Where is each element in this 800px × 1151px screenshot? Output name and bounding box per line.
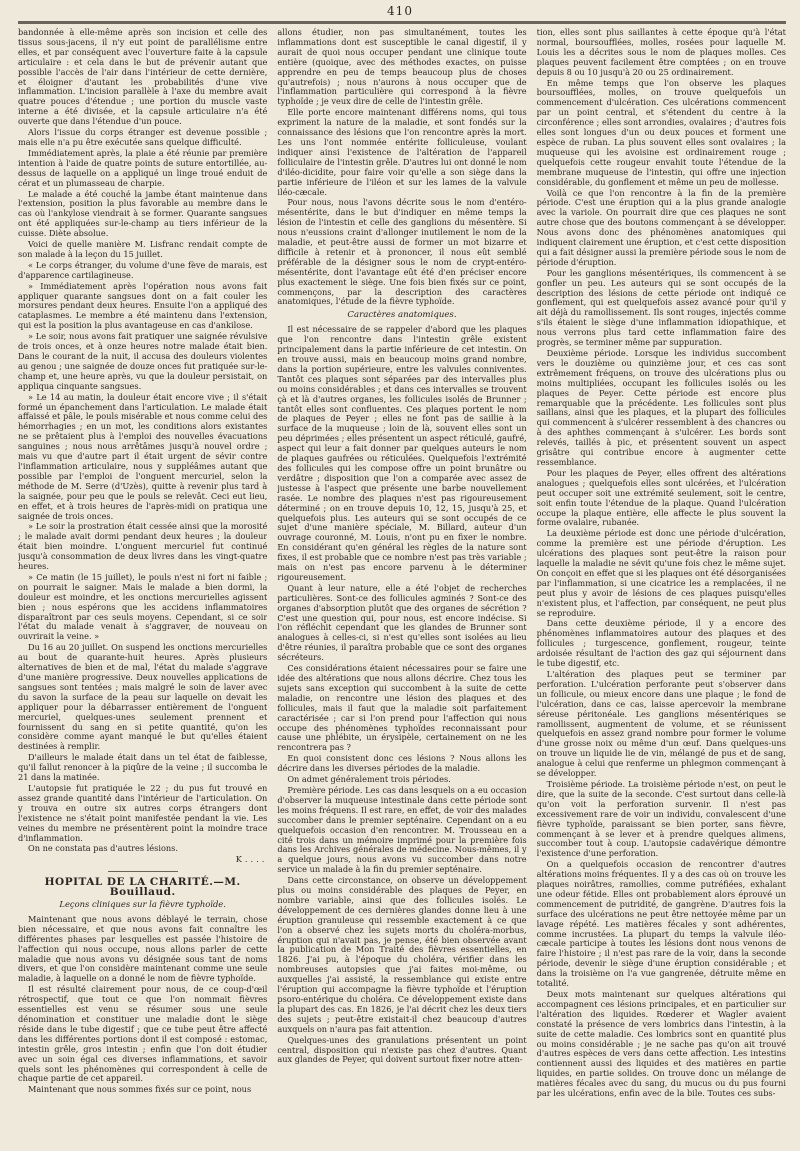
paragraph: tion, elles sont plus saillantes à cette époque qu'à l'état normal, boursoufflées, molles, rosées pour laquelle M. Louis les a décrites sous le nom de plaques molles. Ces plaques peuvent facilement être comptées ; on en trouve depuis 8 ou 10 jusqu'à 20 ou 25 ordinairement. (536, 28, 786, 77)
paragraph: Voici de quelle manière M. Lisfranc rendait compte de son malade à la leçon du 15 juillet. (18, 239, 268, 259)
text-columns (18, 28, 786, 1147)
paragraph: Deux mots maintenant sur quelques altérations qui accompagnent ces lésions principales, et en particulier sur l'altération des liquides. Rœderer et Wagler avaient constaté la présence de vers lombrics dans l'intestin, à la suite de cette maladie. Ces lombrics sont en quantité plus ou moins considérable ; je ne sache pas qu'on ait trouvé d'autres espèces de vers dans cette affection. Les intestins contiennent aussi des liquides et des matières en partie liquides, en partie solides. On trouve donc un mélange de matières fécales avec du sang, du mucus ou du pus fourni par les ulcérations, enfin avec de la bile. Toutes ces subs- (536, 989, 786, 1099)
paragraph: » Ce matin (le 15 juillet), le pouls n'est ni fort ni faible ; on pourrait le saigner. Mais le malade a bien dormi, la douleur est moindre, et les onctions mercurielles agissent bien ; nous espérons que les accidens inflammatoires disparaîtront par ces seuls moyens. Cependant, si ce soir l'état du malade venait à s'aggraver, de nouveau on ouvrirait la veine. » (18, 571, 268, 642)
paragraph: bandonnée à elle-même après son incision et celle des tissus sous-jacens, il n'y eut point de parallélisme entre elles, et par conséquent avec l'ouverture faite à la capsule articulaire : et cela dans le but de prévenir autant que possible l'accès de l'air dans l'intérieur de cette dernière, et éloigner d'autant les probabilités d'une vive inflammation. L'incision parallèle à l'axe du membre avait quatre pouces d'étendue ; une portion du muscle vaste interne a été divisée, et la capsule articulaire n'a été ouverte que dans l'étendue d'un pouce. (18, 28, 268, 127)
paragraph: » Le soir la prostration était cessée ainsi que la morosité ; le malade avait dormi pendant deux heures ; la douleur était bien moindre. L'onguent mercuriel fut continué jusqu'à consommation de deux livres dans les vingt-quatre heures. (18, 521, 268, 572)
paragraph: L'altération des plaques peut se terminer par perforation. L'ulcération perforante peut s'observer dans un follicule, ou mieux encore dans une plaque ; le fond de l'ulcération, dans ce cas, laisse apercevoir la membrane séreuse péritonéale. Les ganglions mésentériques se ramollissent, augmentent de volume, et se réunissent quelquefois en assez grand nombre pour former le volume d'une grosse noix ou même d'un œuf. Dans quelques-uns on trouve un liquide lie de vin, mélangé de pus et de sang, analogue à celui que renferme un phlegmon commençant à se développer. (536, 669, 786, 779)
paragraph: Alors l'issue du corps étranger est devenue possible ; mais elle n'a pu être exécutée sans quelque difficulté. (18, 127, 268, 147)
paragraph: On a quelquefois occasion de rencontrer d'autres altérations moins fréquentes. Il y a des cas où on trouve les plaques noirâtres, ramollies, comme putréfiées, exhalant une odeur fétide. Elles ont probablement alors éprouvé un commencement de putridité, de gangrène. D'autres fois la surface des ulcérations ne peut être nettoyée même par un lavage répété. Les matières fécales y sont adhérentes, comme incrustées. La plupart du temps la valvule iléo-cæcale participe à toutes les lésions dont nous venons de faire l'histoire ; il n'est pas rare de la voir, dans la seconde période, devenir le siège d'une éruption considérable ; et dans la troisième on l'a vue gangrenée, détruite même en totalité. (536, 859, 786, 989)
article-subtitle: Leçons cliniques sur la fièvre typhoïde. (59, 899, 226, 910)
article-title: HOPITAL DE LA CHARITÉ.—M. Bouillaud. (44, 876, 241, 899)
paragraph: Dans cette circonstance, on observe un développement plus ou moins considérable des plaques de Peyer, en nombre variable, ainsi que des follicules isolés. Le développement de ces dernières glandes donne lieu à une éruption granuleuse qui ressemble exactement à ce que l'on a observé chez les sujets morts du choléra-morbus, éruption qui n'avait pas, je pense, été bien observée avant la publication de Mon Traité des fièvres essentielles, en 1826. J'ai pu, à l'époque du choléra, vérifier dans les nombreuses autopsies que j'ai faites moi-même, ou auxquelles j'ai assisté, la ressemblance qui existe entre l'éruption qui accompagne la fièvre typhoïde et l'éruption psoro-entérique du choléra. Ce développement existe dans la plupart des cas. En 1826, je l'ai décrit chez les deux tiers des sujets ; peut-être existait-il chez beaucoup d'autres auxquels on n'aura pas fait attention. (277, 875, 527, 1034)
section-heading: Caractères anatomiques. (347, 310, 457, 321)
section-divider (108, 871, 178, 872)
paragraph: La deuxième période est donc une période d'ulcération, comme la première est une période d'éruption. Les ulcérations des plaques sont peut-être la raison pour laquelle la maladie ne sévit qu'une fois chez le même sujet. On conçoit en effet que si les plaques ont été désorganisées par l'inflammation, si une cicatrice les a remplacées, il ne peut plus y avoir de lésions de ces plaques puisqu'elles n'existent plus, et l'affection, par conséquent, ne peut plus se reproduire. (536, 528, 786, 618)
paragraph: Maintenant que nous sommes fixés sur ce point, nous (28, 1084, 252, 1095)
paragraph: allons étudier, non pas simultanément, toutes les inflammations dont est susceptible le canal digestif, il y aurait de quoi nous occuper pendant une clinique toute entière (quoique, avec des méthodes exactes, on puisse apprendre en peu de temps beaucoup plus de choses qu'autrefois) ; nous n'aurons à nous occuper que de l'inflammation particulière qui correspond à la fièvre typhoïde ; je veux dire de celle de l'intestin grêle. (277, 28, 527, 107)
paragraph: Première période. Les cas dans lesquels on a eu occasion d'observer la muqueuse intestinale dans cette période sont les moins fréquens. Il est rare, en effet, de voir des malades succomber dans le premier septénaire. Cependant on a eu quelquefois occasion d'en rencontrer. M. Trousseau en a cité trois dans un mémoire imprimé pour la première fois dans les Archives générales de médecine. Nous-mêmes, il y a quelque jours, nous avons vu succomber dans notre service un malade à la fin du premier septénaire. (277, 784, 527, 875)
paragraph: Le malade a été couché la jambe étant maintenue dans l'extension, position la plus favorable au membre dans le cas où l'ankylose viendrait à se former. Quarante sangsues ont été appliquées sur-le-champ au tiers inférieur de la cuisse. Diète absolue. (18, 188, 268, 239)
paragraph: Voilà ce que l'on rencontre à la fin de la première période. C'est une éruption qui a la plus grande analogie avec la variole. On pourrait dire que ces plaques ne sont autre chose que des boutons commençant à se développer. Nous avons donc des phénomènes anatomiques qui indiquent clairement une éruption, et c'est cette disposition qui a fait désigner aussi la première période sous le nom de période d'éruption. (536, 187, 786, 267)
paragraph: Quelques-unes des granulations présentent un point central, disposition qui n'existe pas chez d'autres. Quant aux glandes de Peyer, qui doivent surtout fixer notre atten- (277, 1034, 527, 1065)
column-1-case-report (18, 28, 267, 854)
paragraph: On ne constata pas d'autres lésions. (28, 843, 178, 854)
column-3 (537, 28, 786, 1147)
paragraph: Elle porte encore maintenant différens noms, qui tous expriment la nature de la maladie, et sont fondés sur la connaissance des lésions que l'on rencontre après la mort. Les uns l'ont nommée entérite folliculeuse, voulant indiquer ainsi l'existence de l'altération de l'appareil folliculaire de l'intestin grêle. D'autres lui ont donné le nom d'iléo-dicidite, pour faire voir qu'elle a son siège dans la partie inférieure de l'iléon et sur les lames de la valvule iléo-cæcale. (277, 107, 527, 197)
paragraph: Immédiatement après, la plaie a été réunie par première intention à l'aide de quatre points de suture entortillée, au-dessus de laquelle on a appliqué un linge troué enduit de cérat et un plumasseau de charpie. (18, 147, 268, 188)
paragraph: Dans cette deuxième période, il y a encore des phénomènes inflammatoires autour des plaques et des follicules ; turgescence, gonflement, rougeur, teinte ardoisée résultant de l'action des gaz qui séjournent dans le tube digestif, etc. (536, 618, 786, 669)
paragraph: Du 16 au 20 juillet. On suspend les onctions mercurielles au bout de quarante-huit heures. Après plusieurs alternatives de bien et de mal, l'état du malade s'aggrave d'une manière progressive. Deux nouvelles applications de sangsues sont tentées ; mais malgré le soin de laver avec du savon la surface de la peau sur laquelle on devait les appliquer pour la débarrasser entièrement de l'onguent mercuriel, quelques-unes seulement prennent et fournissent du sang en si petite quantité, qu'on les considère comme ayant manqué le but qu'elles étaient destinées à remplir. (18, 642, 268, 752)
paragraph: » Le soir, nous avons fait pratiquer une saignée révulsive de trois onces, et à onze heures notre malade était bien. Dans le courant de la nuit, il accusa des douleurs violentes au genou ; une saignée de douze onces fut pratiquée sur-le-champ et, une heure après, vu que la douleur persistait, on appliqua cinquante sangsues. (18, 331, 268, 391)
paragraph: Quant à leur nature, elle a été l'objet de recherches particulières. Sont-ce des follicules agminés ? Sont-ce des organes d'absorption plutôt que des organes de sécrétion ? C'est une question qui, pour nous, est encore indécise. Si l'on réfléchit cependant que les glandes de Brunner sont analogues à celles-ci, si n'est qu'elles sont isolées au lieu d'être réunies, il paraîtra probable que ce sont des organes sécréteurs. (277, 582, 527, 663)
paragraph: En même temps que l'on observe les plaques boursoufflées, molles, on trouve quelquefois un commencement d'ulcération. Ces ulcérations commencent par un point central, et s'étendent du centre à la circonférence ; elles sont arrondies, ovalaires ; d'autres fois elles sont longues d'un ou deux pouces et forment une espèce de ruban. La plus souvent elles sont ovalaires ; la muqueuse qui les avoisine est ordinairement rouge ; quelquefois cette rougeur envahit toute l'étendue de la membrane muqueuse de l'intestin, qui offre une injection considérable, du gonflement et même un peu de mollesse. (536, 77, 786, 187)
paragraph: « Le corps étranger, du volume d'une fève de marais, est d'apparence cartilagineuse. (18, 259, 268, 280)
paragraph: On admet généralement trois périodes. (287, 774, 451, 785)
paragraph: Il est nécessaire de se rappeler d'abord que les plaques que l'on rencontre dans l'intestin grêle existent principalement dans la partie inférieure de cet intestin. On en trouve aussi, mais en beaucoup moins grand nombre, dans la portion supérieure, entre les valvules conniventes. Tantôt ces plaques sont séparées par des intervalles plus ou moins considérables ; et dans ces intervalles se trouvent çà et là d'autres organes, les follicules isolés de Brunner ; tantôt elles sont confluentes. Ces plaques portent le nom de plaques de Peyer ; elles ne font pas de saillie à la surface de la muqueuse ; loin de là, souvent elles sont un peu déprimées ; elles présentent un aspect réticulé, gaufré, aspect qui leur a fait donner par quelques auteurs le nom de plaques gaufrées ou réticulées. Quelquefois l'extrémité des follicules qui les compose offre un point brunâtre ou verdâtre ; disposition que l'on a comparée avec assez de justesse à l'aspect que présente une barbe nouvellement rasée. Le nombre des plaques n'est pas rigoureusement déterminé ; on en trouve depuis 10, 12, 15, jusqu'à 25, et quelquefois plus. Les auteurs qui se sont occupés de ce sujet d'une manière spéciale, M. Billard, auteur d'un ouvrage couronné, M. Louis, n'ont pu en fixer le nombre. En considérant qu'en général les règles de la nature sont fixes, il est probable que ce nombre n'est pas très variable ; mais on n'est pas encore parvenu à le déterminer rigoureusement. (277, 324, 527, 582)
column-2 (277, 28, 526, 1147)
paragraph: D'ailleurs le malade était dans un tel état de faiblesse, qu'il fallut renoncer à la piqûre de la veine ; il succomba le 21 dans la matinée. (18, 752, 268, 783)
author-signature: K.... (235, 854, 268, 865)
paragraph: Pour les ganglions mésentériques, ils commencent à se gonfler un peu. Les auteurs qui se sont occupés de la description des lésions de cette période ont indiqué ce gonflement, qui est quelquefois assez avancé pour qu'il y ait déjà du ramollissement. Ils sont rouges, injectés comme s'ils étaient le siège d'une inflammation idiopathique, et nous verrons plus tard cette inflammation faire des progrès, se terminer même par suppuration. (536, 267, 786, 348)
paragraph: » Le 14 au matin, la douleur était encore vive ; il s'était formé un épanchement dans l'articulation. Le malade était affaissé et pâle, le pouls misérable et nous comme celui des hémorrhagies ; en un mot, les conditions alors existantes ne se prêtaient plus à l'emploi des nouvelles évacuations sanguines ; nous nous arrêtâmes jusqu'à nouvel ordre ; mais vu que d'autre part il était urgent de sévir contre l'inflammation articulaire, nous y suppléâmes autant que possible par l'emploi de l'onguent mercuriel, selon la méthode de M. Serre (d'Uzès), quitte à revenir plus tard à la saignée, pour peu que le pouls se relevât. Ceci eut lieu, en effet, et à trois heures de l'après-midi on pratiqua une saignée de trois onces. (18, 391, 268, 521)
paragraph: En quoi consistent donc ces lésions ? Nous allons les décrire dans les diverses périodes de la maladie. (277, 753, 527, 774)
column-1 (18, 28, 267, 1147)
paragraph: » Immédiatement après l'opération nous avons fait appliquer quarante sangsues dont on a fait couler les morsures pendant deux heures. Ensuite l'on a appliqué des cataplasmes. Le membre a été maintenu dans l'extension, qui est la position la plus avantageuse en cas d'ankilose. (18, 280, 268, 331)
paragraph: L'autopsie fut pratiquée le 22 ; du pus fut trouvé en assez grande quantité dans l'intérieur de l'articulation. On y trouva en outre six autres corps étrangers dont l'existence ne s'était point manifestée pendant la vie. Les veines du membre ne présentèrent point la moindre trace d'inflammation. (18, 782, 268, 843)
paragraph: Pour nous, nous l'avons décrite sous le nom d'entéro-mésentérite, dans le but d'indiquer en même temps la lésion de l'intestin et celle des ganglions du mésentère. Si nous n'eussions craint d'allonger inutilement le nom de la maladie, et peut-être aussi de former un mot bizarre et difficile à retenir et à prononcer, il nous eût semblé préférable de la désigner sous le nom de crypt-entéro-mésentérite, dont l'avantage eût été d'en préciser encore plus exactement le siège. Une fois bien fixés sur ce point, commençons, par la description des caractères anatomiques, l'étude de la fièvre typhoïde. (277, 197, 527, 307)
paragraph: Deuxième période. Lorsque les individus succombent vers le douzième ou quinzième jour, et ces cas sont extrêmement fréquens, on trouve des ulcérations plus ou moins multipliées, occupant les follicules isolés ou les plaques de Peyer. Cette période est encore plus remarquable que la précédente. Les follicules sont plus saillans, ainsi que les plaques, et la plupart des follicules qui commencent à s'ulcérer ressemblent à des chancres ou à des aphthes commençant à s'ulcérer. Les bords sont relevés, taillés à pic, et présentent souvent un aspect grisâtre qui contribue encore à augmenter cette ressemblance. (536, 348, 786, 467)
page-number: 410 (387, 4, 413, 18)
paragraph: Maintenant que nous avons déblayé le terrain, chose bien nécessaire, et que nous avons fait connaître les différentes phases par lesquelles est passée l'histoire de l'affection qui nous occupe, nous allons parler de cette maladie que nous avons vu désignée sous tant de noms divers, et que l'on considère maintenant comme une seule maladie, à laquelle on a donné le nom de fièvre typhoïde. (18, 913, 268, 984)
paragraph: Il est résulté clairement pour nous, de ce coup-d'œil rétrospectif, que tout ce que l'on nommait fièvres essentielles est venu se résumer sous une seule dénomination et constituer une maladie dont le siège réside dans le tube digestif ; que ce tube peut être affecté dans les différentes portions dont il est composé : estomac, intestin grêle, gros intestin ; enfin que l'on doit étudier avec un soin égal ces diverses inflammations, et savoir quels sont les phénomènes qui correspondent à celle de chaque partie de cet appareil. (18, 984, 268, 1084)
paragraph: Troisième période. La troisième période n'est, on peut le dire, que la suite de la seconde. C'est surtout dans celle-là qu'on voit la perforation survenir. Il n'est pas excessivement rare de voir un individu, convalescent d'une fièvre typhoïde, paraissant se bien porter, sans fièvre, commençant à se lever et à prendre quelques alimens, succomber tout à coup. L'autopsie cadavérique démontre l'existence d'une perforation. (536, 778, 786, 859)
header-rule (18, 21, 786, 24)
paragraph: Pour les plaques de Peyer, elles offrent des altérations analogues ; quelquefois elles sont ulcérées, et l'ulcération peut occuper soit une extrémité seulement, soit le centre, soit enfin toute l'étendue de la plaque. Quand l'ulcération occupe la plaque entière, elle affecte le plus souvent la forme ovalaire, rubanée. (536, 467, 786, 528)
paragraph: Ces considérations étaient nécessaires pour se faire une idée des altérations que nous allons décrire. Chez tous les sujets sans exception qui succombent à la suite de cette maladie, on rencontre une lésion des plaques et des follicules, mais il faut que la maladie soit parfaitement caractérisée ; car si l'on prend pour l'affection qui nous occupe des phénomènes typhoïdes reconnaissant pour cause une phlébite, un érysipèle, certainement on ne les rencontrera pas ? (277, 663, 527, 753)
